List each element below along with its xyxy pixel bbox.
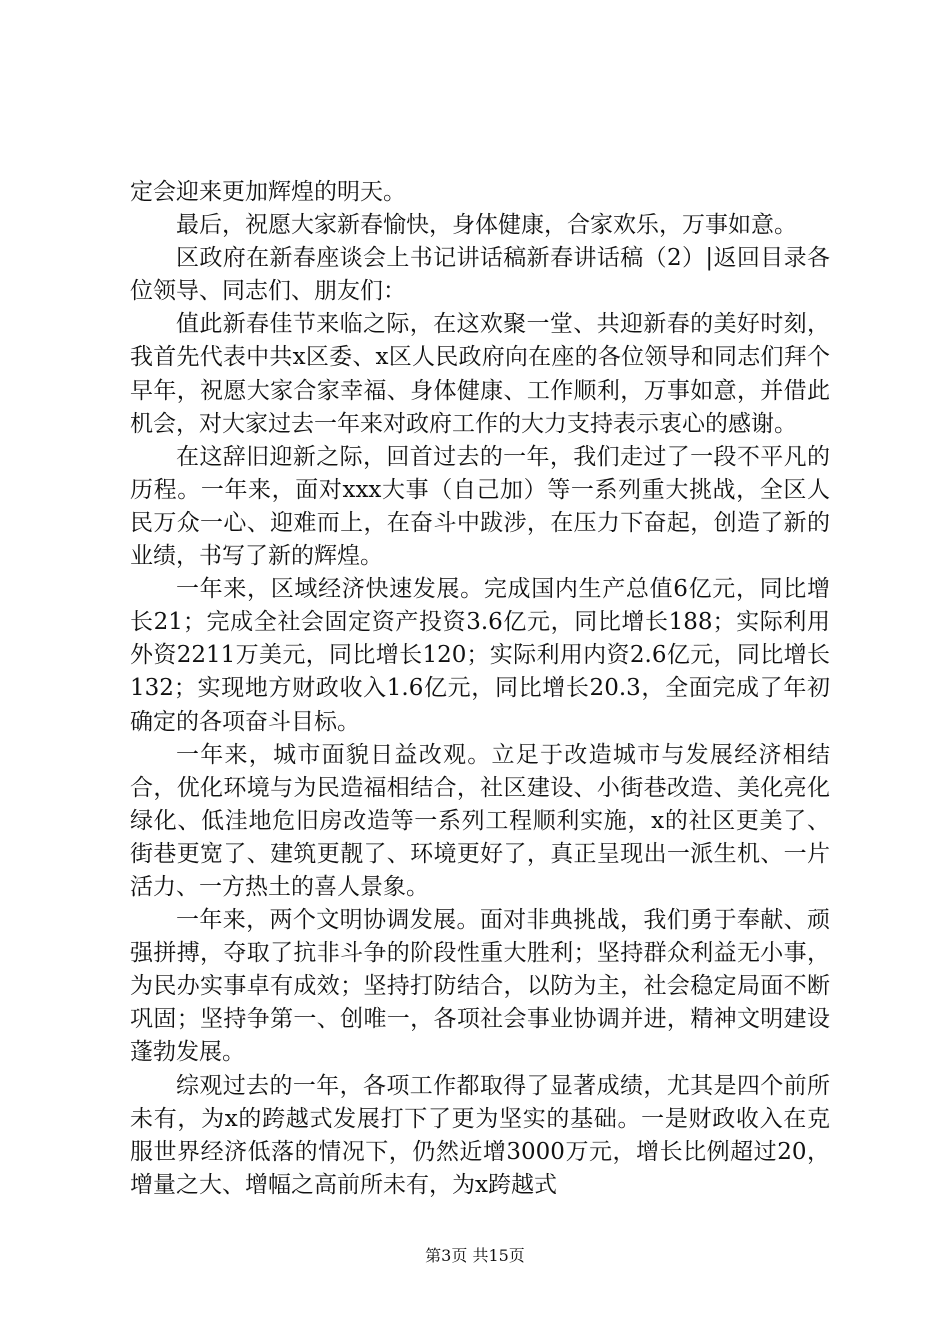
- paragraph-city: 一年来，城市面貌日益改观。立足于改造城市与发展经济相结合，优化环境与为民造福相结合，社区建设、小街巷改造、美化亮化绿化、低洼地危旧房改造等一系列工程顺利实施，x的社区更美了、街巷更宽了、建筑更靓了、环境更好了，真正呈现出一派生机、一片活力、一方热土的喜人景象。: [130, 741, 830, 900]
- paragraph-civilization: 一年来，两个文明协调发展。面对非典挑战，我们勇于奉献、顽强拼搏，夺取了抗非斗争的阶段性重大胜利；坚持群众利益无小事，为民办实事卓有成效；坚持打防结合，以防为主，社会稳定局面不断巩固；坚持争第一、创唯一，各项社会事业协调并进，精神文明建设蓬勃发展。: [130, 907, 830, 1066]
- paragraph-summary: 综观过去的一年，各项工作都取得了显著成绩，尤其是四个前所未有，为x的跨越式发展打下了更为坚实的基础。一是财政收入在克服世界经济低落的情况下，仍然近增3000万元，增长比例超过20，增量之大、增幅之高前所未有，为x跨越式: [130, 1072, 830, 1198]
- paragraph-review: 在这辞旧迎新之际，回首过去的一年，我们走过了一段不平凡的历程。一年来，面对xxx大事（自己加）等一系列重大挑战，全区人民万众一心、迎难而上，在奋斗中跋涉，在压力下奋起，创造了新的业绩，书写了新的辉煌。: [130, 443, 830, 570]
- paragraph-greeting: 值此新春佳节来临之际，在这欢聚一堂、共迎新春的美好时刻，我首先代表中共x区委、x区人民政府向在座的各位领导和同志们拜个早年，祝愿大家合家幸福、身体健康、工作顺利，万事如意，并借此机会，对大家过去一年来对政府工作的大力支持表示衷心的感谢。: [130, 311, 830, 437]
- page-number: 第3页 共15页: [425, 1246, 525, 1265]
- paragraph-speech-heading: 区政府在新春座谈会上书记讲话稿新春讲话稿（2）|返回目录各位领导、同志们、朋友们：: [130, 245, 830, 305]
- paragraph-closing-wishes: 最后，祝愿大家新春愉快，身体健康，合家欢乐，万事如意。: [176, 212, 797, 239]
- paragraph-economy: 一年来，区域经济快速发展。完成国内生产总值6亿元，同比增长21；完成全社会固定资产投资3.6亿元，同比增长188；实际利用外资2211万美元，同比增长120；实际利用内资2.6亿元，同比增长132；实现地方财政收入1.6亿元，同比增长20.3，全面完成了年初确定的各项奋斗目标。: [130, 576, 830, 735]
- body-text: [130, 176, 830, 1202]
- paragraph-continuation: 定会迎来更加辉煌的明天。: [130, 179, 406, 205]
